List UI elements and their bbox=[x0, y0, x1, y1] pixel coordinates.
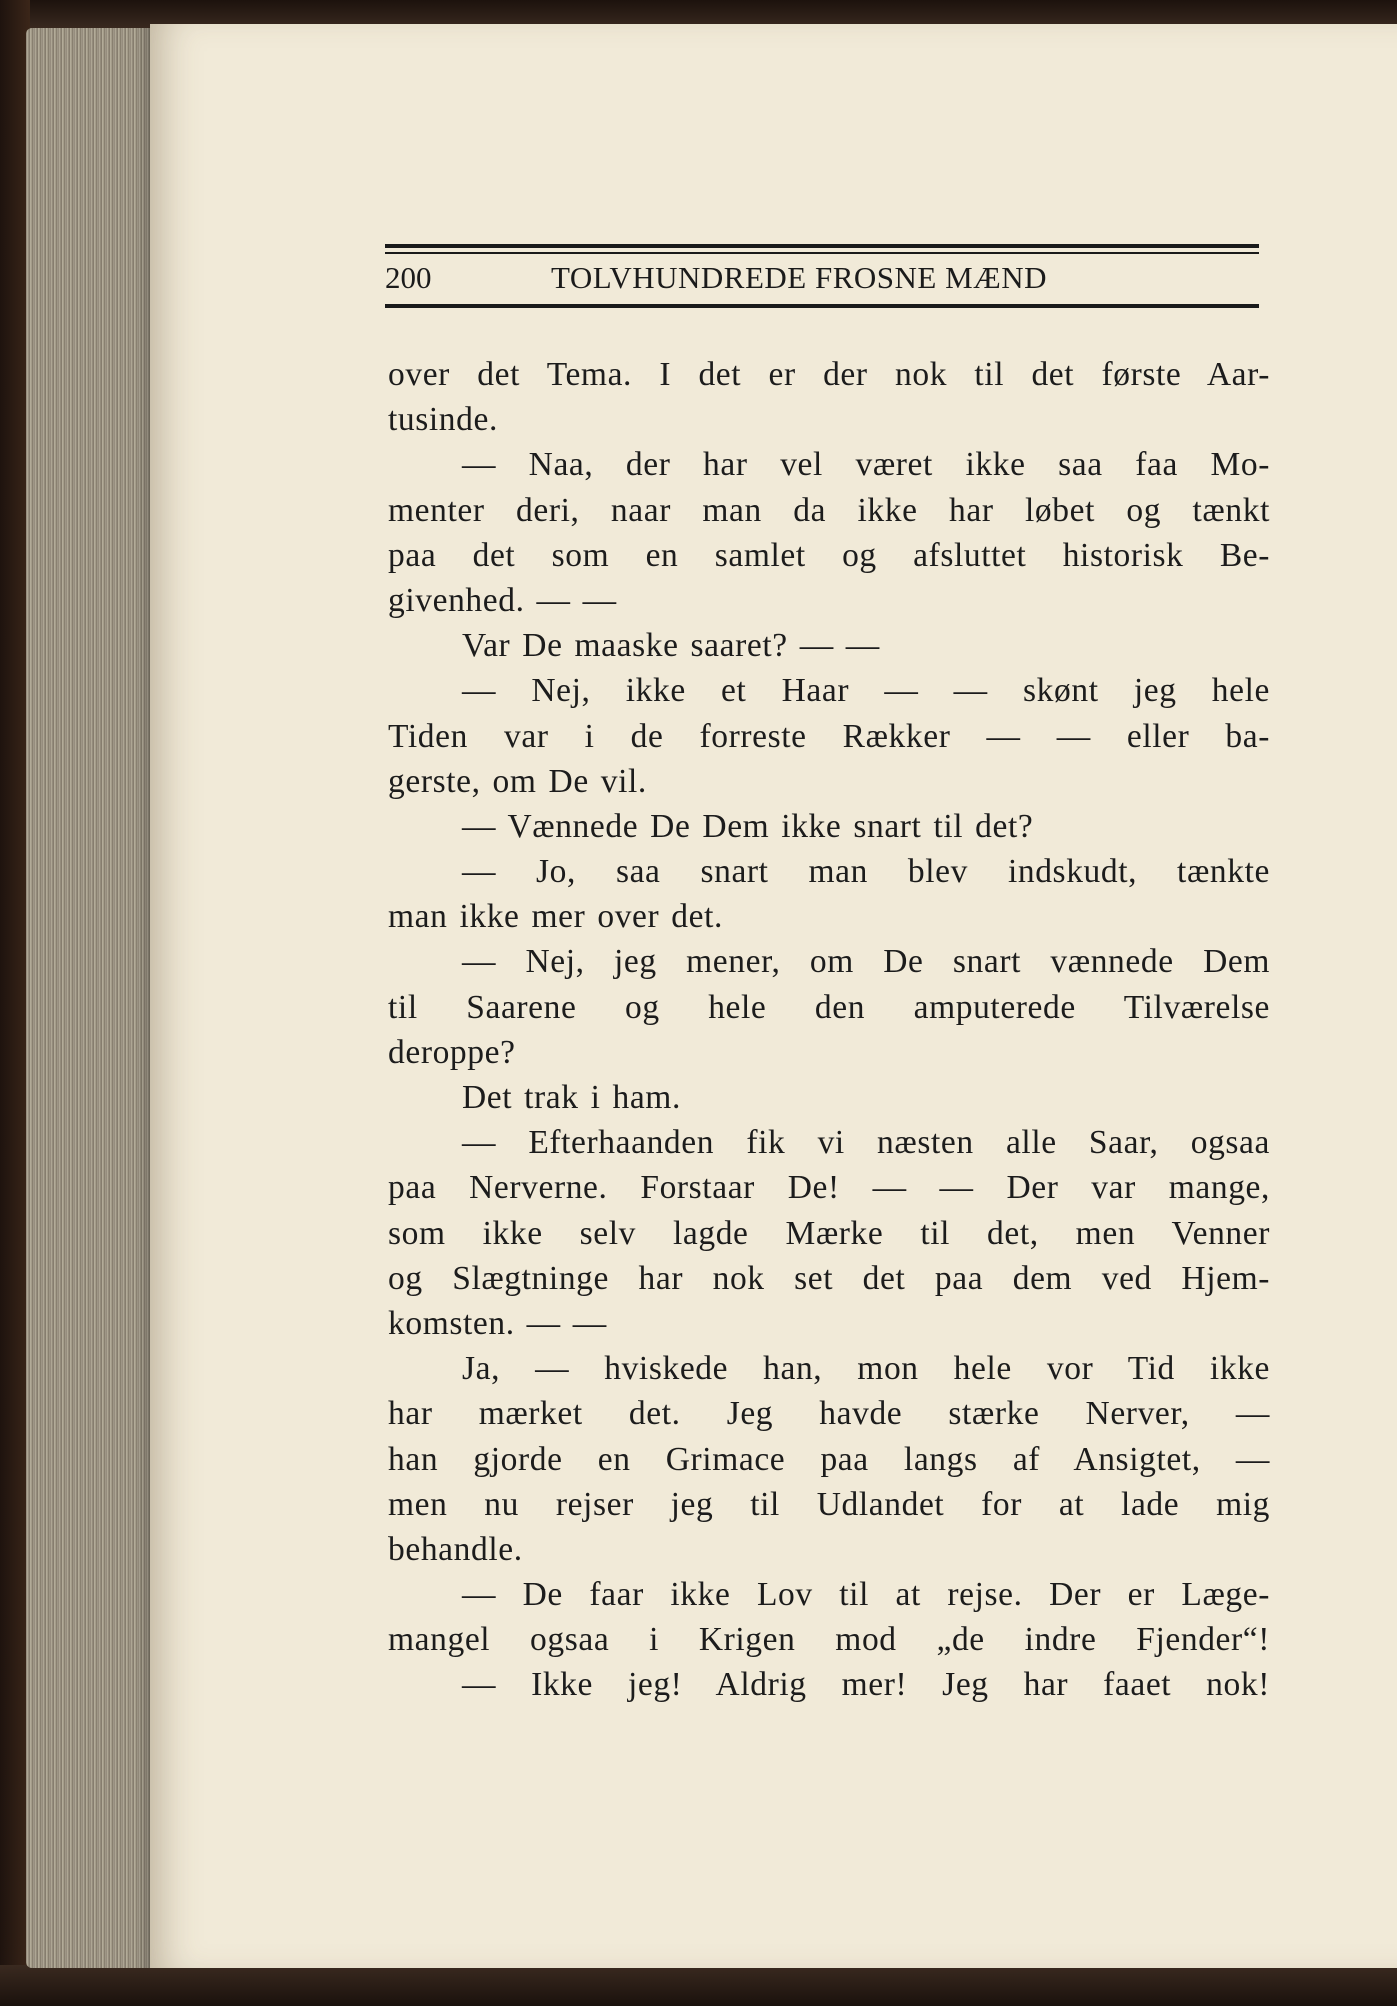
text-line: men nu rejser jeg til Udlandet for at lade mig bbox=[388, 1485, 1270, 1523]
text-line: man ikke mer over det. bbox=[388, 898, 723, 936]
text-line: mangel ogsaa i Krigen mod „de indre Fjender“! bbox=[388, 1621, 1270, 1659]
header-rule-top-thin bbox=[385, 252, 1259, 254]
text-line: — Jo, saa snart man blev indskudt, tænkte bbox=[462, 853, 1270, 891]
text-line: tusinde. bbox=[388, 401, 498, 439]
text-line: paa det som en samlet og afsluttet historisk Be- bbox=[388, 536, 1270, 574]
text-line: givenhed. — — bbox=[388, 581, 617, 619]
page-number: 200 bbox=[385, 260, 432, 295]
text-line: — Nej, jeg mener, om De snart vænnede Dem bbox=[462, 943, 1270, 981]
text-line: behandle. bbox=[388, 1530, 523, 1568]
header-rule-top bbox=[385, 244, 1259, 248]
text-line: Tiden var i de forreste Rækker — — eller ba- bbox=[388, 717, 1270, 755]
text-line: — Vænnede De Dem ikke snart til det? bbox=[462, 807, 1034, 845]
text-line: over det Tema. I det er der nok til det første Aar- bbox=[388, 356, 1270, 393]
text-line: og Slægtninge har nok set det paa dem ved Hjem- bbox=[388, 1259, 1270, 1297]
running-title: TOLVHUNDREDE FROSNE MÆND bbox=[551, 260, 1047, 295]
text-line: — Nej, ikke et Haar — — skønt jeg hele bbox=[462, 672, 1270, 710]
text-line: Det trak i ham. bbox=[462, 1079, 681, 1116]
book-cover-bottom-edge bbox=[0, 1965, 1397, 2006]
text-line: Ja, — hviskede han, mon hele vor Tid ikke bbox=[462, 1350, 1270, 1388]
text-line: paa Nerverne. Forstaar De! — — Der var mange, bbox=[388, 1169, 1270, 1207]
text-line: Var De maaske saaret? — — bbox=[462, 627, 880, 665]
text-line: gerste, om De vil. bbox=[388, 762, 647, 800]
page-stack-edges bbox=[26, 28, 154, 1968]
header-rule-bottom bbox=[385, 304, 1259, 308]
text-line: som ikke selv lagde Mærke til det, men Venner bbox=[388, 1214, 1270, 1252]
text-line: har mærket det. Jeg havde stærke Nerver, — bbox=[388, 1395, 1270, 1433]
text-line: — Ikke jeg! Aldrig mer! Jeg har faaet nok! bbox=[462, 1666, 1270, 1704]
text-line: menter deri, naar man da ikke har løbet og tænkt bbox=[388, 491, 1270, 529]
text-line: — De faar ikke Lov til at rejse. Der er Læge- bbox=[462, 1576, 1270, 1614]
body-text bbox=[388, 352, 1270, 1708]
text-line: deroppe? bbox=[388, 1033, 516, 1071]
text-line: til Saarene og hele den amputerede Tilværelse bbox=[388, 988, 1270, 1026]
text-line: komsten. — — bbox=[388, 1304, 607, 1342]
text-line: — Naa, der har vel været ikke saa faa Mo- bbox=[462, 446, 1270, 484]
text-line: — Efterhaanden fik vi næsten alle Saar, ogsaa bbox=[462, 1124, 1270, 1162]
page-header bbox=[385, 244, 1259, 308]
text-line: han gjorde en Grimace paa langs af Ansigtet, — bbox=[388, 1440, 1270, 1478]
